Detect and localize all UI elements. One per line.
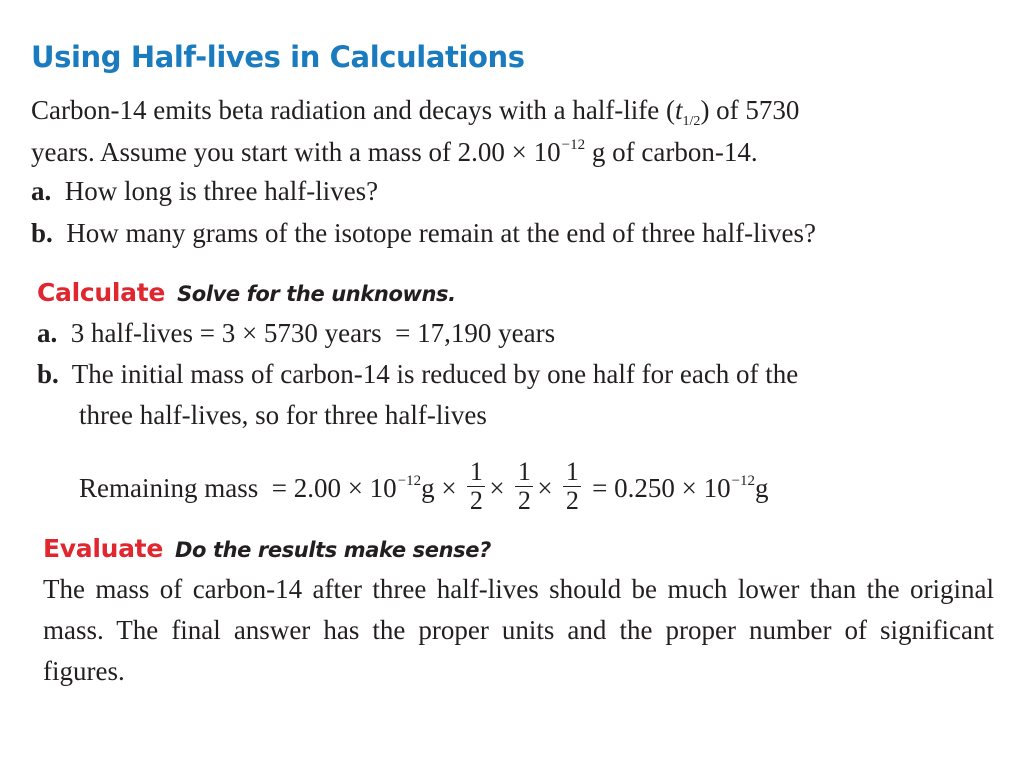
part-text: How many grams of the isotope remain at the end of three half-lives?	[66, 218, 817, 248]
problem-line-2	[31, 139, 758, 166]
part-text: The initial mass of carbon-14 is reduced by one half for each of the	[71, 359, 799, 389]
fraction-denominator: 2	[565, 486, 579, 516]
problem-text: Carbon-14 emits beta radiation and decays with a half-life (	[31, 95, 676, 125]
fraction-numerator: 1	[565, 457, 579, 487]
problem-line-1	[31, 95, 800, 129]
part-text: How long is three half-lives?	[64, 176, 379, 206]
times-sign: ×	[489, 473, 505, 503]
fraction-one-half	[563, 459, 581, 514]
exponent: −12	[561, 137, 586, 153]
calculate-heading	[37, 278, 456, 307]
problem-text: ) of 5730	[700, 95, 800, 125]
fraction-one-half	[515, 459, 533, 514]
part-label: b.	[37, 359, 59, 389]
calculate-part-b-cont	[79, 402, 487, 429]
evaluate-paragraph: The mass of carbon-14 after three half-lives should be much lower than the original mass. The final answer has the proper units and the proper number of significant figures.	[43, 574, 994, 686]
evaluate-sublabel: Do the results make sense?	[175, 538, 491, 562]
page-title: Using Half-lives in Calculations	[31, 40, 525, 74]
problem-part-a	[31, 178, 378, 205]
part-label: a.	[31, 176, 52, 206]
fraction-denominator: 2	[469, 486, 483, 516]
half-life-symbol: t	[675, 95, 683, 125]
calculate-part-b	[37, 361, 798, 388]
remaining-mass-equation	[79, 458, 769, 523]
exponent: −12	[731, 473, 756, 489]
fraction-numerator: 1	[517, 457, 531, 487]
times-sign: ×	[537, 473, 553, 503]
problem-text: g of carbon-14.	[585, 137, 758, 167]
calculate-label: Calculate	[37, 278, 166, 307]
equation-text: g ×	[421, 473, 457, 503]
equation-text: g	[755, 473, 769, 503]
exponent: −12	[397, 473, 422, 489]
part-text: three half-lives, so for three half-lives	[79, 400, 487, 430]
problem-text: years. Assume you start with a mass of 2.00 × 10	[31, 137, 561, 167]
part-label: a.	[37, 318, 58, 348]
fraction-one-half	[467, 459, 485, 514]
calculate-sublabel: Solve for the unknowns.	[177, 282, 456, 306]
part-label: b.	[31, 218, 53, 248]
equation-text: Remaining mass = 2.00 × 10	[79, 473, 397, 503]
evaluate-label: Evaluate	[43, 534, 163, 563]
half-life-subscript: 1/2	[682, 114, 701, 129]
evaluate-heading	[43, 534, 491, 563]
equation-text: = 0.250 × 10	[592, 473, 731, 503]
fraction-denominator: 2	[517, 486, 531, 516]
part-text: 3 half-lives = 3 × 5730 years = 17,190 years	[70, 318, 556, 348]
problem-part-b	[31, 220, 816, 247]
fraction-numerator: 1	[469, 457, 483, 487]
calculate-part-a	[37, 320, 555, 347]
